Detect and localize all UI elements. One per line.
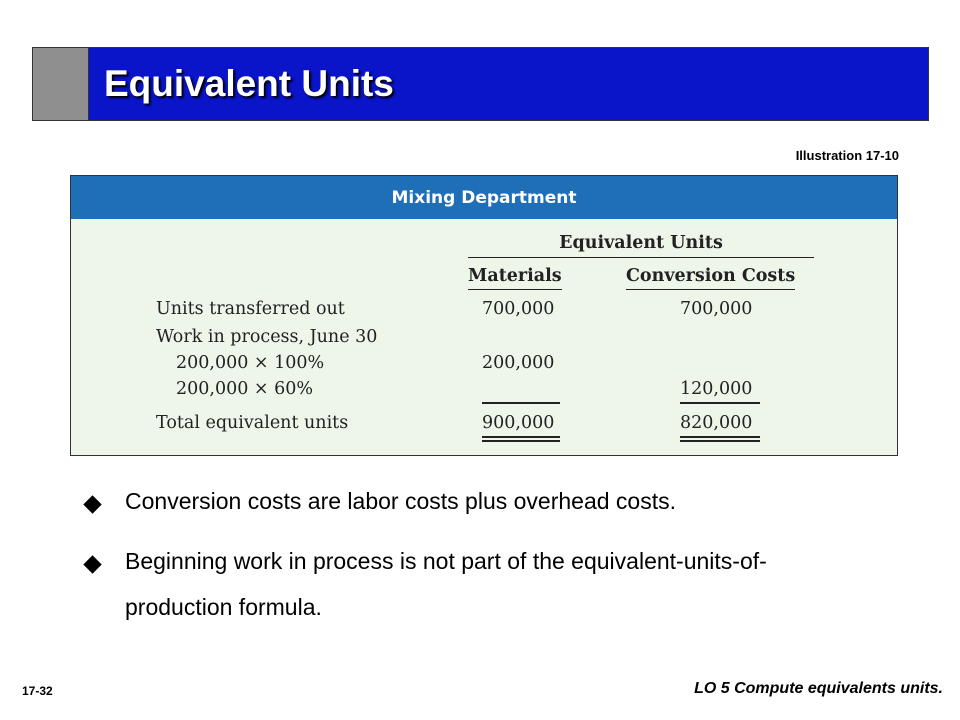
diamond-bullet-icon xyxy=(83,555,101,573)
illustration-label: Illustration 17-10 xyxy=(795,148,899,163)
equivalent-units-table xyxy=(70,175,898,456)
cell-conversion: 820,000 xyxy=(680,413,753,433)
row-label: Units transferred out xyxy=(156,299,345,319)
bullet-item xyxy=(80,490,880,524)
cell-conversion: 700,000 xyxy=(680,299,753,319)
cell-materials: 900,000 xyxy=(482,413,555,433)
column-header-conversion: Conversion Costs xyxy=(626,266,795,290)
row-label: 200,000 × 100% xyxy=(176,353,325,373)
row-label: Total equivalent units xyxy=(156,413,349,433)
title-accent-block xyxy=(33,48,89,120)
cell-materials: 700,000 xyxy=(482,299,555,319)
title-bar xyxy=(32,47,929,121)
total-double-rule xyxy=(482,440,560,442)
bullet-item xyxy=(80,550,870,630)
learning-objective: LO 5 Compute equivalents units. xyxy=(694,680,943,697)
subtotal-rule xyxy=(482,402,560,404)
group-header: Equivalent Units xyxy=(468,233,814,258)
bullet-text: Beginning work in process is not part of the equivalent-units-of-production formula. xyxy=(125,548,767,620)
row-label: 200,000 × 60% xyxy=(176,379,314,399)
table-header: Mixing Department xyxy=(71,176,897,219)
total-double-rule xyxy=(482,436,560,438)
diamond-bullet-icon xyxy=(83,495,101,513)
cell-conversion: 120,000 xyxy=(680,379,753,399)
column-header-materials: Materials xyxy=(468,266,562,290)
slide-title: Equivalent Units xyxy=(104,63,394,104)
total-double-rule xyxy=(680,436,760,438)
page-number: 17-32 xyxy=(22,684,53,698)
subtotal-rule xyxy=(680,402,760,404)
bullet-text: Conversion costs are labor costs plus overhead costs. xyxy=(125,488,676,514)
cell-materials: 200,000 xyxy=(482,353,555,373)
row-label: Work in process, June 30 xyxy=(156,327,378,347)
total-double-rule xyxy=(680,440,760,442)
